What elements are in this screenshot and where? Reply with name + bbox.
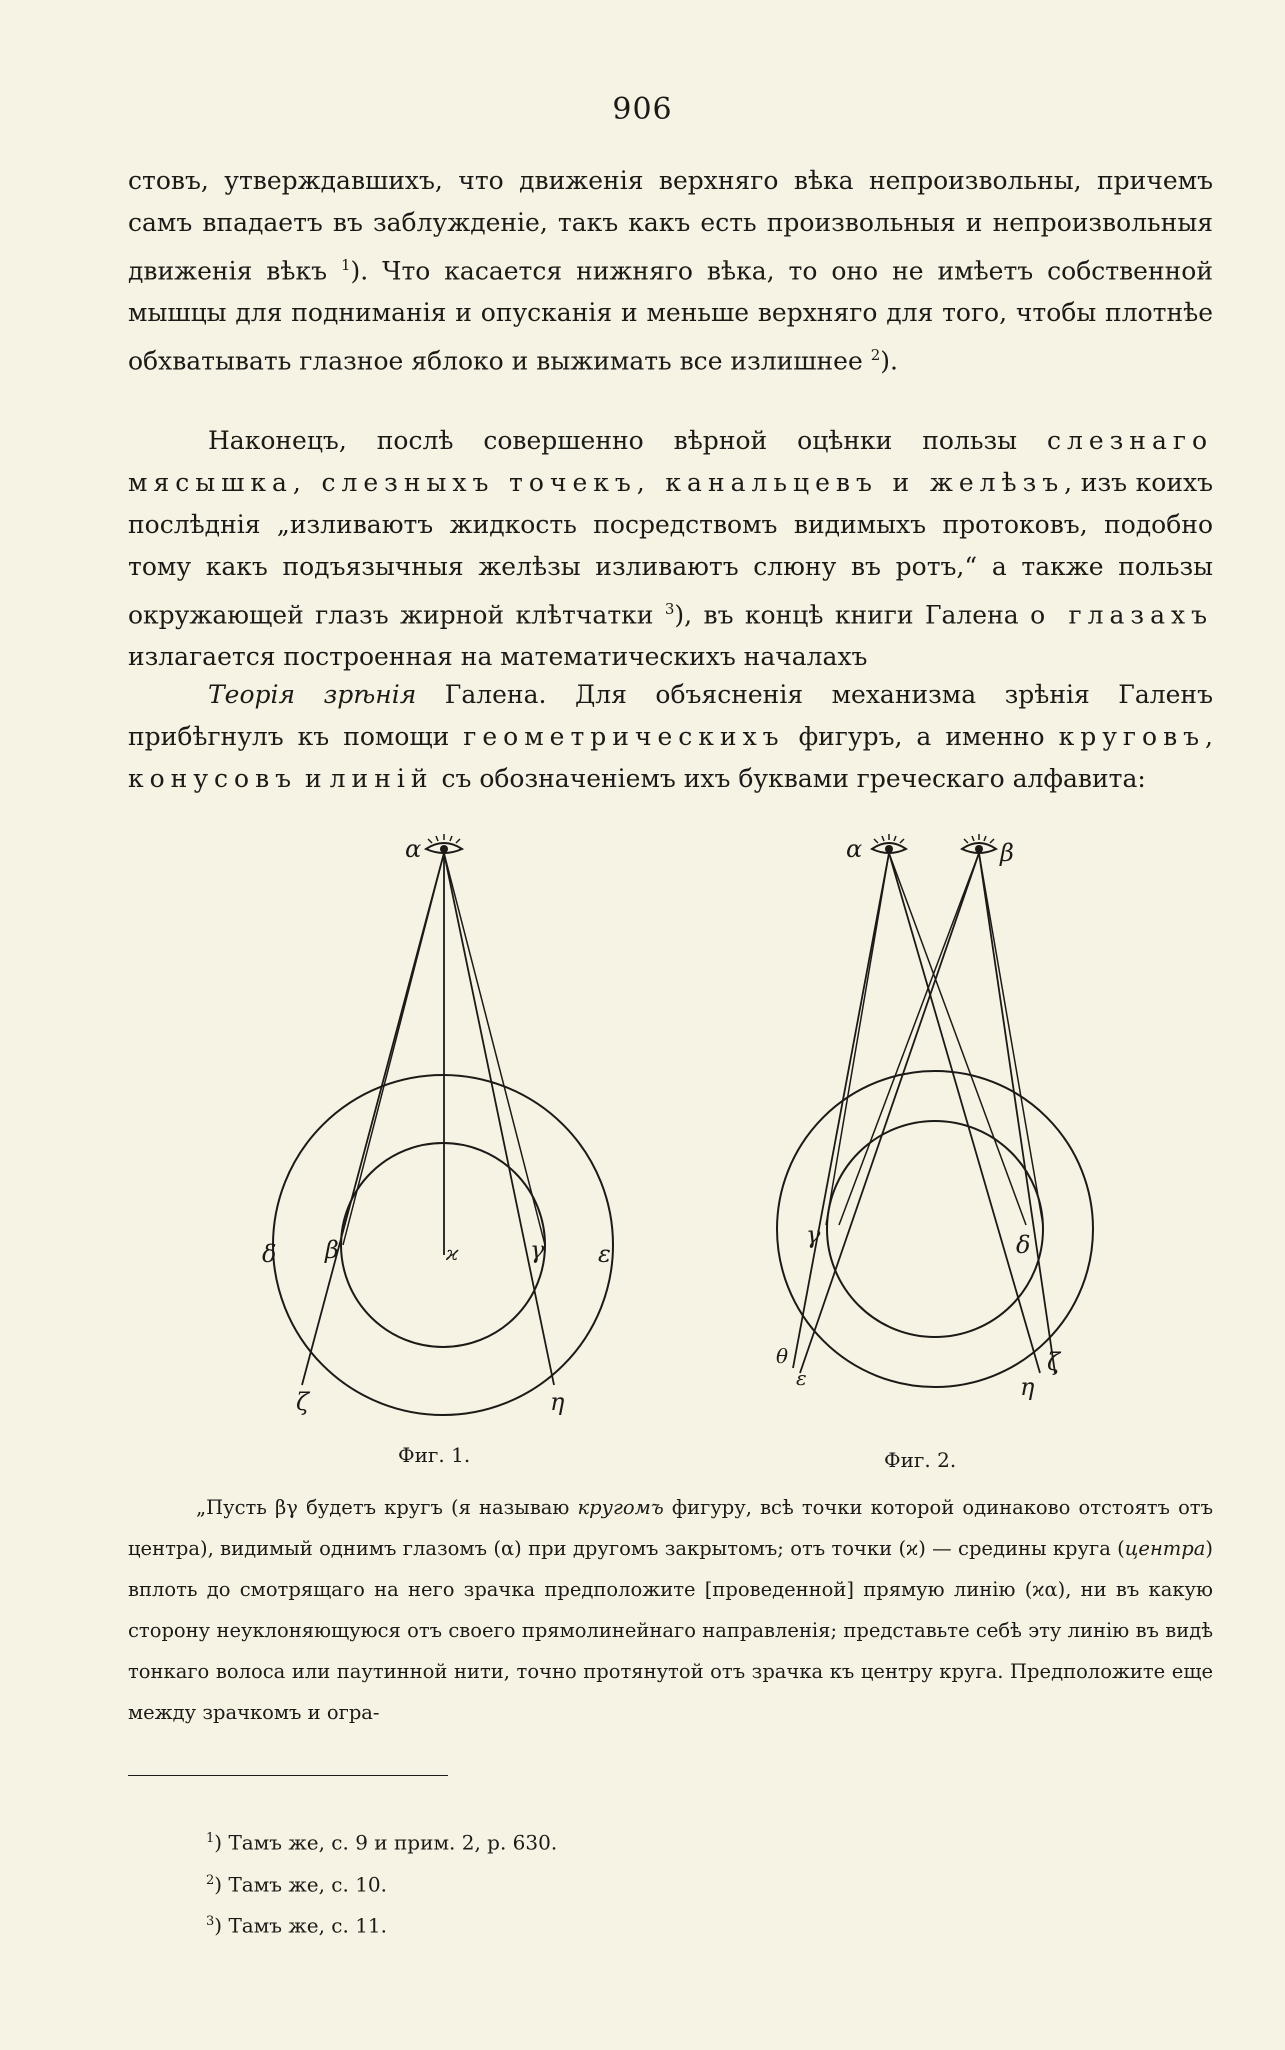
footnote-2-text: ) Тамъ же, с. 10.	[214, 1872, 388, 1897]
fig1-label-zeta: ζ	[296, 1388, 310, 1416]
paragraph-3	[128, 674, 1213, 800]
page-number: 906	[612, 92, 673, 127]
quote-text-2: фигуру, всѣ точки которой одинаково отстоятъ отъ центра), видимый однимъ глазомъ (α) при другомъ закрытомъ; отъ точки (ϰ) — средины круга (	[128, 1496, 1214, 1560]
fig2-label-zeta: ζ	[1047, 1348, 1061, 1376]
paragraph-1-text-b: ). Что касается нижняго вѣка, то оно не имѣетъ собственной мышцы для подниманія и опусканія и меньше верхняго для того, чтобы плотнѣе обхватывать глазное яблоко и выжимать все излишнее	[128, 256, 1213, 376]
fig1-label-gamma: γ	[530, 1236, 545, 1264]
fig1-label-eta: η	[550, 1388, 565, 1416]
figures-area	[0, 825, 1285, 1475]
footnote-ref-1: 1	[340, 256, 351, 274]
paragraph-1	[128, 160, 1213, 383]
footnote-3-text: ) Тамъ же, с. 11.	[214, 1913, 388, 1938]
paragraph-2-text-3: ), въ концѣ книги Галена	[674, 600, 1031, 630]
eye-icon	[872, 834, 906, 853]
paragraph-3-text-5: съ обозначеніемъ ихъ буквами греческаго алфавита:	[433, 764, 1146, 793]
fig2-label-gamma: γ	[806, 1221, 821, 1249]
paragraph-3-text-1: Галена. Для объясненія механизма зрѣнія Галенъ прибѣгнулъ къ помощи	[128, 680, 1213, 751]
figure-1-labels	[262, 835, 611, 1416]
fig2-label-eta: η	[1020, 1373, 1035, 1401]
paragraph-2-text-4: излагается построенная на математическихъ началахъ	[128, 642, 868, 672]
paragraph-3-text-2: фигуръ, а именно	[784, 722, 1059, 751]
figure-2-caption: Фиг. 2.	[884, 1448, 957, 1472]
figure-1-outer-circle	[273, 1075, 613, 1415]
quote-text-3: ) вплоть до смотрящаго на него зрачка предположите [проведенной] прямую линію (ϰα), ни въ какую сторону неуклоняющуюся отъ своего прямолинейнаго направленія; представьте себѣ эту линію въ видѣ тонкаго волоса или паутинной нити, точно протянутой отъ зрачка къ центру круга. Предположите еще между зрачкомъ и огра-	[128, 1537, 1213, 1724]
footnotes	[206, 1820, 557, 1945]
paragraph-3-text-4: и	[297, 764, 330, 793]
fig1-label-delta: δ	[262, 1240, 277, 1268]
footnote-1-mark: 1	[206, 1831, 215, 1846]
eye-icon	[426, 834, 462, 853]
quote-text-1: „Пусть βγ будетъ кругъ (я называю	[196, 1496, 578, 1519]
fig1-label-epsilon: ε	[598, 1240, 611, 1268]
paragraph-2-spaced-2: о глазахъ	[1030, 600, 1213, 630]
footnote-divider	[128, 1775, 448, 1776]
paragraph-1-text-c: ).	[880, 346, 898, 376]
fig1-label-alpha: α	[405, 835, 422, 863]
fig2-label-beta: β	[1000, 839, 1014, 867]
paragraph-3-spaced-4: линій	[329, 764, 434, 793]
paragraph-2-text-2: , изъ коихъ послѣднія „изливаютъ жидкость посредствомъ видимыхъ протоковъ, подобно тому какъ подъязычныя желѣзы изливаютъ слюну въ ротъ,“ а также пользы окружающей глазъ жирной клѣтчатки	[128, 468, 1213, 630]
footnote-1-text: ) Тамъ же, с. 9 и прим. 2, р. 630.	[214, 1830, 558, 1855]
footnote-2-mark: 2	[206, 1872, 215, 1888]
footnote-1	[206, 1820, 557, 1862]
paragraph-2	[128, 420, 1213, 678]
figure-2-drawing	[777, 834, 1093, 1387]
figure-1-caption: Фиг. 1.	[398, 1443, 471, 1467]
fig2-label-epsilon: ε	[796, 1366, 807, 1390]
figure-2-inner-circle	[827, 1121, 1043, 1337]
eye-icon	[962, 834, 996, 853]
quote-italic-2: центра	[1124, 1537, 1206, 1560]
paragraph-1-text-a: стовъ, утверждавшихъ, что движенія верхняго вѣка непроизвольны, причемъ самъ впадаетъ въ заблужденіе, такъ какъ есть произвольныя и непроизвольныя движенія вѣкъ	[128, 166, 1213, 286]
fig2-label-theta: θ	[776, 1344, 789, 1368]
figure-1-inner-circle	[341, 1143, 545, 1347]
footnote-2	[206, 1862, 557, 1904]
paragraph-3-spaced-2: круговъ	[1058, 722, 1206, 751]
footnote-3-mark: 3	[206, 1914, 215, 1930]
footnote-ref-2: 2	[870, 346, 881, 365]
fig1-label-kappa: ϰ	[446, 1241, 459, 1265]
figure-2-outer-circle	[777, 1071, 1093, 1387]
fig2-label-delta: δ	[1016, 1231, 1031, 1259]
fig1-label-beta: β	[325, 1236, 339, 1264]
footnote-ref-3: 3	[664, 600, 675, 618]
quotation-paragraph	[128, 1487, 1213, 1733]
footnote-3	[206, 1903, 557, 1945]
paragraph-2-text-1: Наконецъ, послѣ совершенно вѣрной оцѣнки пользы	[208, 426, 1047, 455]
paragraph-3-spaced-3: конусовъ	[128, 764, 298, 793]
paragraph-3-italic: Теорія зрѣнія	[208, 680, 417, 709]
figure-1-drawing	[273, 834, 613, 1415]
paragraph-3-text-3: ,	[1205, 722, 1213, 751]
paragraph-3-spaced-1: геометрическихъ	[463, 722, 785, 751]
geometry-figures	[0, 825, 1285, 1475]
fig2-label-alpha: α	[846, 835, 863, 863]
paragraph-2-spaced-1: слезнаго мясышка, слезныхъ точекъ, канальцевъ и желѣзъ	[128, 426, 1213, 497]
quote-italic-1: кругомъ	[577, 1496, 664, 1519]
